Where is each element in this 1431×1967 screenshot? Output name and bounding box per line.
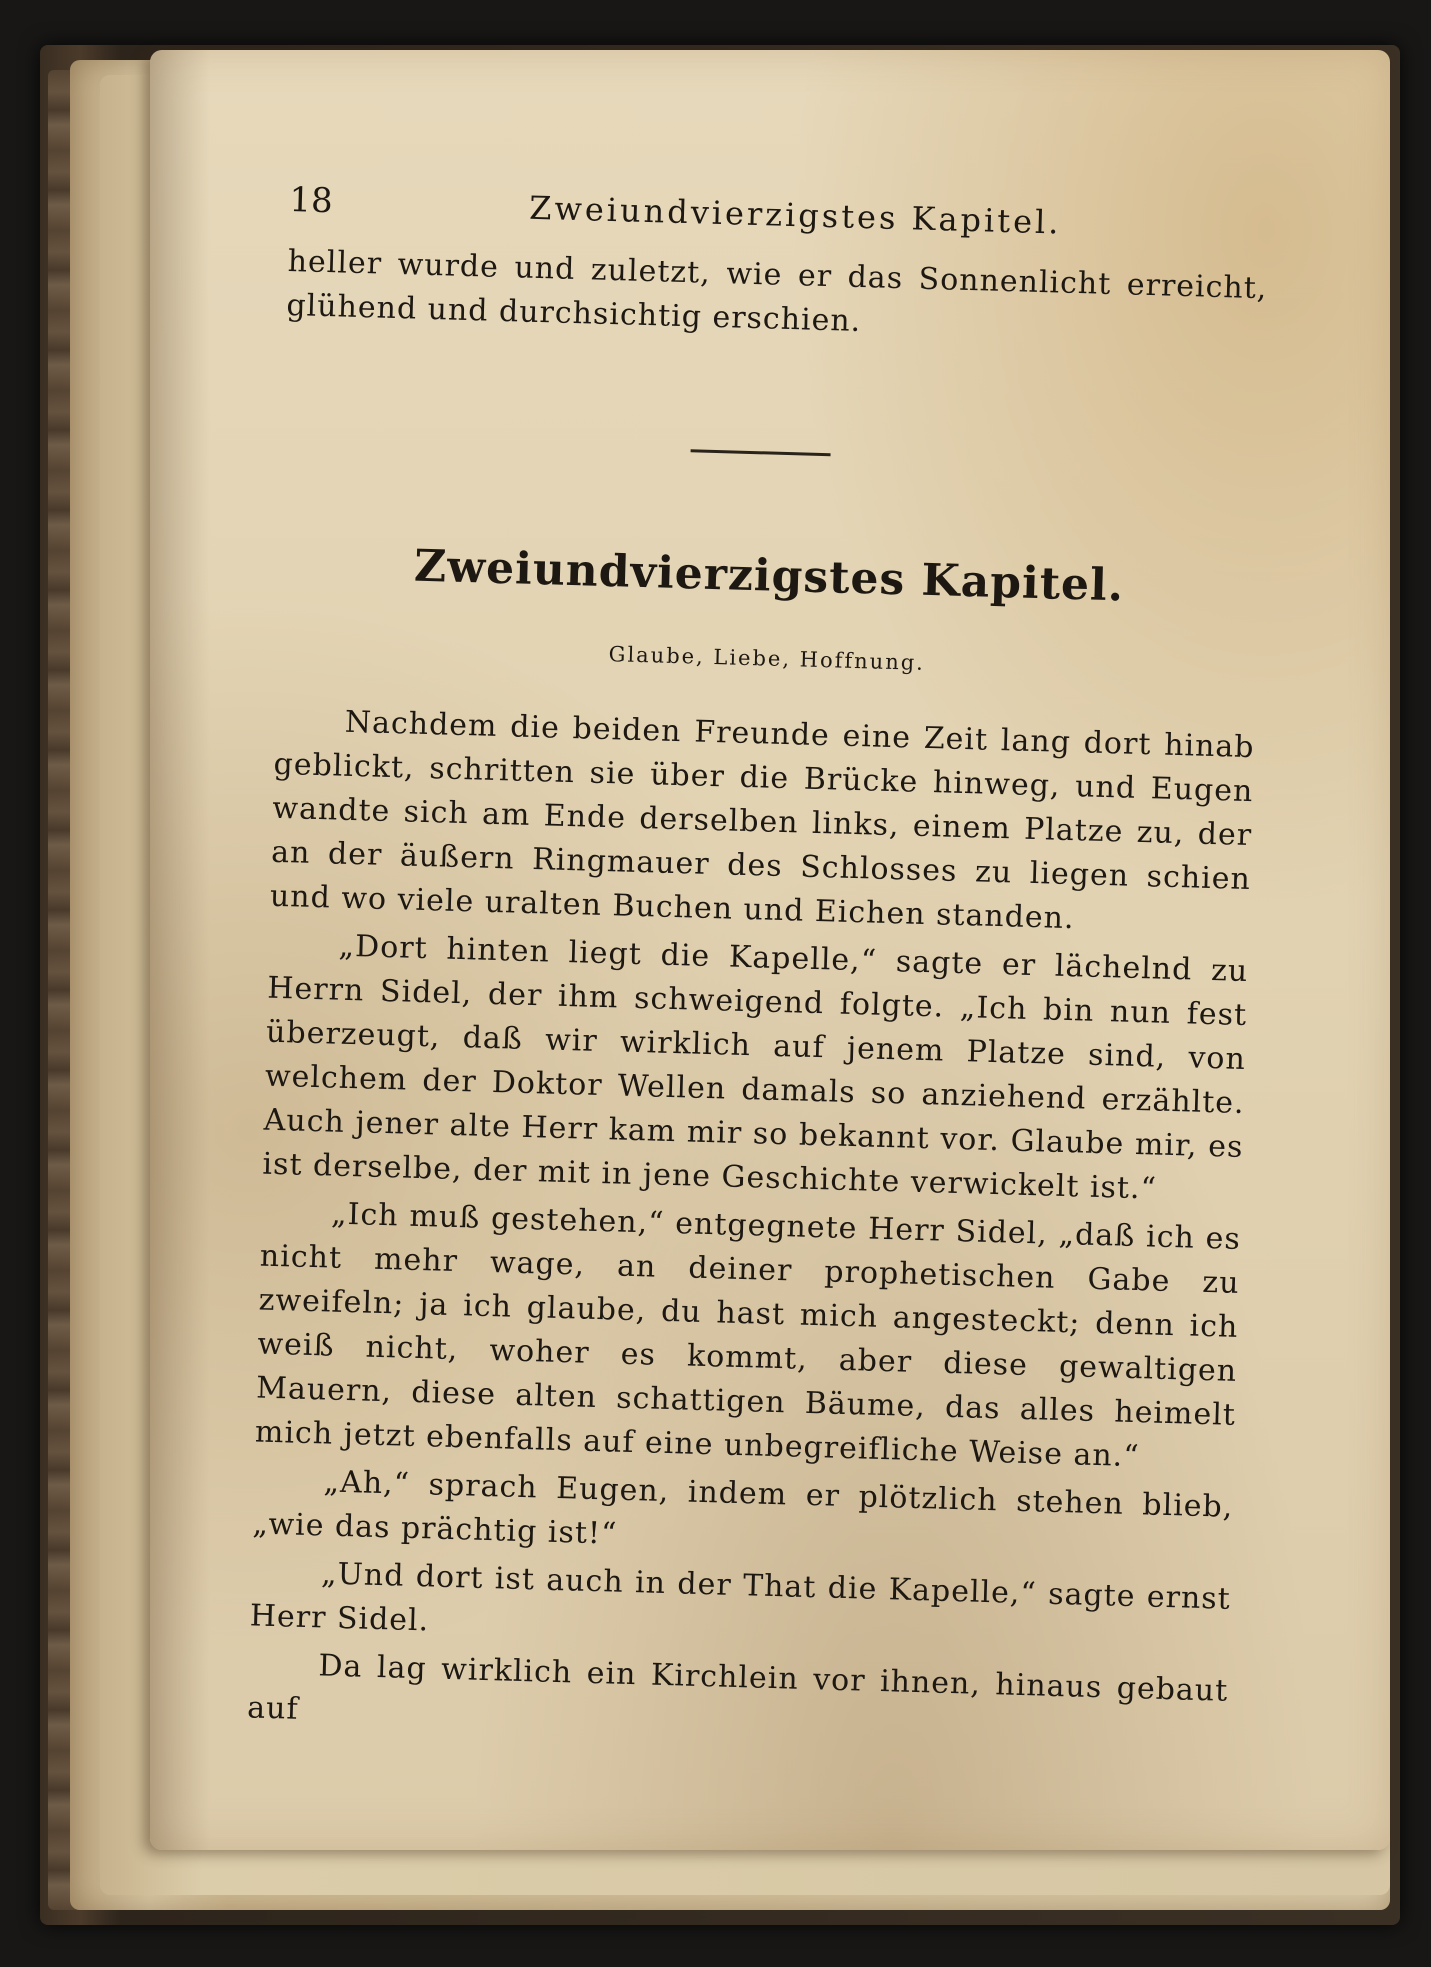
page-number: 18 — [288, 180, 334, 222]
chapter-heading: Zweiundvierzigstes Kapitel. — [413, 540, 1125, 612]
section-divider — [691, 449, 831, 456]
book-page — [150, 50, 1390, 1850]
chapter-subtitle: Glaube, Liebe, Hoffnung. — [608, 642, 926, 675]
paragraph-6: Da lag wirklich ein Kirchlein vor ihnen, hinaus gebaut auf — [246, 1648, 1229, 1727]
page-content — [247, 180, 1270, 1758]
paragraph-1: Nachdem die beiden Freunde eine Zeit lang dort hinab geblickt, schritten sie über die Brücke hinweg, und Eugen wandte sich am Ende derselben links, einem Platze zu, der an der äußern Ringmauer des Schlosses zu liegen schien und wo viele uralten Buchen und Eichen standen. — [269, 704, 1256, 937]
chapter-body — [247, 699, 1255, 1758]
paragraph-4: „Ah,“ sprach Eugen, indem er plötzlich stehen blieb, „wie das prächtig ist!“ — [251, 1464, 1234, 1552]
paragraph-3: „Ich muß gestehen,“ entgegnete Herr Sidel, „daß ich es nicht mehr wage, an deiner prophetischen Gabe zu zweifeln; ja ich glaube, du hast mich angesteckt; denn ich weiß nicht, woher es kommt, aber diese gewaltigen Mauern, diese alten schattigen Bäume, das alles heimelt mich jetzt ebenfalls auf eine unbegreifliche Weise an.“ — [254, 1196, 1242, 1475]
carryover-paragraph: heller wurde und zuletzt, wie er das Sonnenlicht erreicht, glühend und durchsichtig erschien. — [286, 243, 1268, 339]
running-title: Zweiundvierzigstes Kapitel. — [528, 188, 1062, 242]
gutter-shadow — [150, 50, 210, 1850]
paragraph-2: „Dort hinten liegt die Kapelle,“ sagte er lächelnd zu Herrn Sidel, der ihm schweigend folgte. „Ich bin nun fest überzeugt, daß wir wirklich auf jenem Platze sind, von welchem der Doktor Wellen damals so anziehend erzählte. Auch jener alte Herr kam mir so bekannt vor. Glaube mir, es ist derselbe, der mit in jene Geschichte verwickelt ist.“ — [262, 928, 1249, 1207]
paragraph-5: „Und dort ist auch in der That die Kapelle,“ sagte ernst Herr Sidel. — [249, 1556, 1232, 1639]
